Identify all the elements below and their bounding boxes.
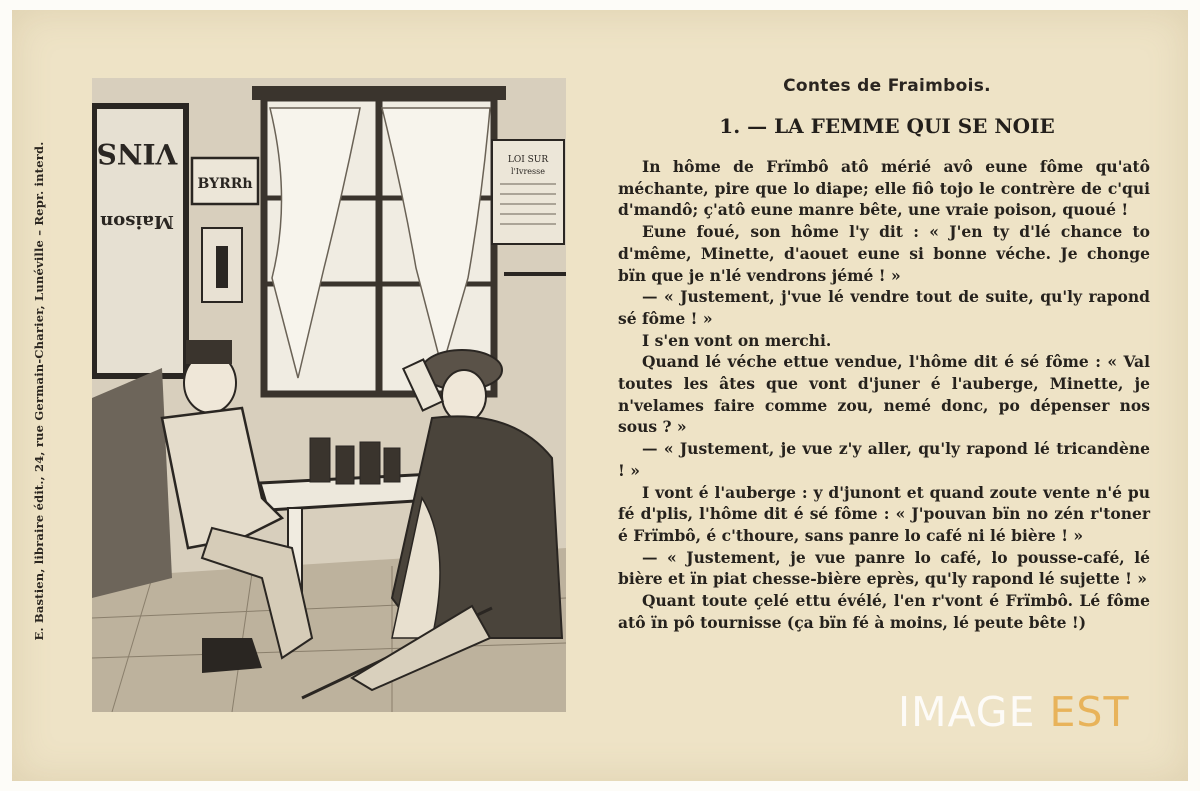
story-paragraph: I vont é l'auberge : y d'junont et quand zoute vente n'é pu fé d'plis, l'hôme dit é sé fôme : « J'pouvan bïn no zén r'toner é Frïmbô, é c'thoure, sans panre lo café ni lé bière ! » xyxy=(618,482,1150,545)
postcard xyxy=(12,10,1188,781)
svg-text:l'Ivresse: l'Ivresse xyxy=(511,167,545,176)
story-text xyxy=(618,156,1150,633)
story-paragraph: — « Justement, j'vue lé vendre tout de suite, qu'ly rapond sé fôme ! » xyxy=(618,287,1150,328)
story-paragraph: — « Justement, je vue panre lo café, lo pousse-café, lé bière et ïn piat chesse-bière eprès, qu'ly rapond lé sujette ! » xyxy=(618,547,1150,589)
story-paragraph: — « Justement, je vue z'y aller, qu'ly rapond lé tricandène ! » xyxy=(618,439,1150,480)
story-paragraph: Eune foué, son hôme l'y dit : « J'en ty d'lé chance to d'même, Minette, d'aouet eune si bonne véche. Je chonge bïn que je n'lé vendrons jémé ! » xyxy=(618,222,1150,285)
tavern-drawing xyxy=(92,78,566,712)
publisher-imprint: E. Bastien, libraire édit., 24, rue Germain-Charier, Lunéville – Repr. interd. xyxy=(32,141,46,641)
story-paragraph: In hôme de Frïmbô atô mérié avô eune fôme qu'atô méchante, pire que lo diape; elle fiô tojo le contrère de c'qui d'mandô; ç'atô eune manre bête, une vraie poison, quoué ! xyxy=(618,157,1150,220)
watermark-part-image: IMAGE xyxy=(898,688,1036,736)
story-title: 1. — LA FEMME QUI SE NOIE xyxy=(719,114,1055,138)
watermark-part-est: EST xyxy=(1049,688,1130,736)
svg-text:BYRRh: BYRRh xyxy=(197,176,253,192)
story-paragraph: I s'en vont on merchi. xyxy=(642,330,832,350)
svg-text:LOI SUR: LOI SUR xyxy=(507,155,549,165)
svg-text:Maison: Maison xyxy=(100,211,174,232)
svg-text:VINS: VINS xyxy=(96,137,178,170)
story-paragraph: Quand lé véche ettue vendue, l'hôme dit é sé fôme : « Val toutes les âtes que vont d'juner é l'auberge, Minette, je n'velames faire comme zou, nemé donc, po dépenser nos sous ? » xyxy=(618,352,1150,437)
story-paragraph: Quant toute çelé ettu évélé, l'en r'vont é Frïmbô. Lé fôme atô ïn pô tournisse (ça bïn fé à moins, lé peute bête !) xyxy=(618,591,1150,632)
image-est-watermark xyxy=(898,688,1130,736)
series-title: Contes de Fraimbois. xyxy=(783,76,991,96)
illustration-tavern-scene xyxy=(92,78,566,712)
